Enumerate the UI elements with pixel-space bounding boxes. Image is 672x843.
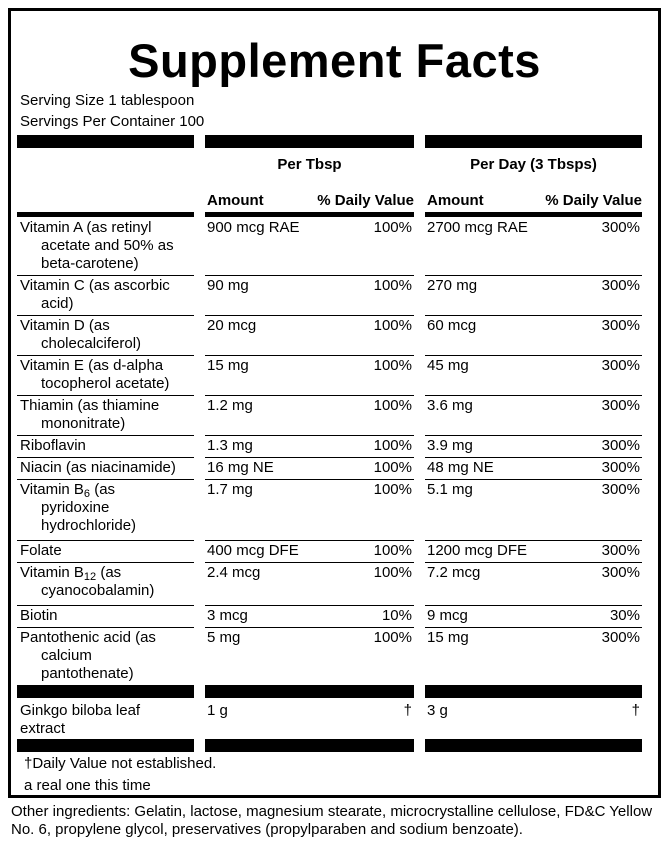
row-divider [17, 315, 194, 316]
dv-per-tbsp: 100% [373, 629, 412, 646]
amount-per-tbsp: 400 mcg DFE [207, 542, 299, 559]
row-divider [17, 457, 194, 458]
header-divider [425, 212, 642, 217]
thick-divider [17, 739, 194, 752]
amount-per-tbsp: 90 mg [207, 277, 249, 294]
amount-per-tbsp: 20 mcg [207, 317, 257, 334]
amount-per-day: 45 mg [427, 357, 469, 374]
thick-divider [17, 135, 194, 148]
row-divider [425, 355, 642, 356]
amount-per-day: 270 mg [427, 277, 478, 294]
nutrient-name [20, 481, 195, 535]
dv-per-day: 300% [601, 459, 640, 476]
serving-size: Serving Size 1 tablespoon [20, 92, 195, 109]
nutrient-name [20, 437, 195, 455]
dv-per-day: 300% [601, 542, 640, 559]
dv-per-tbsp: 100% [373, 437, 412, 454]
row-divider [205, 627, 414, 628]
dv-per-tbsp: 100% [373, 564, 412, 581]
nutrient-name-line: mononitrate) [41, 415, 126, 432]
per-tbsp-header: Per Tbsp [277, 156, 342, 173]
row-divider [17, 627, 194, 628]
amount-per-day: 5.1 mg [427, 481, 473, 498]
amount-per-tbsp: 3 mcg [207, 607, 248, 624]
per-day-header: Per Day (3 Tbsps) [470, 156, 597, 173]
nutrient-name-line: Vitamin $B_{12}$ (as [20, 564, 122, 583]
nutrient-name-line: Vitamin D (as [20, 317, 110, 334]
nutrient-name-line: Vitamin C (as ascorbic [20, 277, 170, 294]
row-divider [17, 395, 194, 396]
dv-per-day: 300% [601, 317, 640, 334]
row-divider [17, 275, 194, 276]
thick-divider [205, 739, 414, 752]
row-divider [425, 479, 642, 480]
header-divider [205, 212, 414, 217]
thick-divider [425, 685, 642, 698]
nutrient-name-line: Thiamin (as thiamine [20, 397, 160, 414]
amount-per-day: 3.9 mg [427, 437, 473, 454]
row-divider [425, 457, 642, 458]
dv-per-tbsp: 100% [373, 357, 412, 374]
amount-per-day: 2700 mcg RAE [427, 219, 528, 236]
nutrient-name-line: Folate [20, 542, 62, 559]
row-divider [425, 315, 642, 316]
nutrient-name-line: Vitamin $B_6$ (as [20, 481, 116, 500]
dv-per-tbsp: 100% [373, 542, 412, 559]
nutrient-name-line: acid) [41, 295, 74, 312]
row-divider [17, 605, 194, 606]
nutrient-name-line: Pantothenic acid (as [20, 629, 156, 646]
thick-divider [425, 135, 642, 148]
nutrient-name-line: cholecalciferol) [41, 335, 142, 352]
nutrient-name [20, 317, 195, 353]
row-divider [205, 395, 414, 396]
nutrient-subscript: 12 [83, 571, 97, 583]
thick-divider [17, 685, 194, 698]
dv-per-tbsp: 100% [373, 277, 412, 294]
dv-per-day: 300% [601, 437, 640, 454]
nutrient-name-line: pyridoxine [41, 499, 110, 516]
nutrient-name [20, 542, 195, 560]
amount-per-day: 60 mcg [427, 317, 477, 334]
ingredient-name-line: extract [20, 720, 66, 737]
thick-divider [205, 135, 414, 148]
amount-per-day: 1200 mcg DFE [427, 542, 528, 559]
dv-per-tbsp: 100% [373, 317, 412, 334]
other-ingredients-text: Other ingredients: Gelatin, lactose, magnesium stearate, microcrystalline cellulose, FD&C Yellow No. 6, propylene glycol, preservatives (propylparaben and sodium benzoate). [11, 803, 653, 838]
row-divider [205, 605, 414, 606]
amount-per-tbsp: 1 g [207, 702, 228, 719]
row-divider [205, 540, 414, 541]
row-divider [425, 562, 642, 563]
ingredient-name-line: Ginkgo biloba leaf [20, 702, 141, 719]
nutrient-name [20, 277, 195, 313]
dv-per-day: 300% [601, 629, 640, 646]
daily-value-header: % Daily Value [545, 192, 642, 209]
row-divider [205, 457, 414, 458]
panel-title: Supplement Facts [128, 34, 541, 87]
dv-per-tbsp: 100% [373, 481, 412, 498]
nutrient-name [20, 397, 195, 433]
nutrient-name [20, 629, 195, 683]
row-divider [205, 355, 414, 356]
amount-per-day: 3.6 mg [427, 397, 473, 414]
amount-header: Amount [427, 192, 484, 209]
header-divider [17, 212, 194, 217]
row-divider [425, 627, 642, 628]
nutrient-name [20, 564, 195, 600]
amount-per-tbsp: 15 mg [207, 357, 249, 374]
nutrient-name-line: beta-carotene) [41, 255, 139, 272]
amount-header: Amount [207, 192, 264, 209]
row-divider [205, 275, 414, 276]
dv-per-day: † [631, 702, 640, 719]
dv-per-day: 300% [601, 219, 640, 236]
amount-per-day: 48 mg NE [427, 459, 494, 476]
amount-per-tbsp: 1.2 mg [207, 397, 253, 414]
nutrient-name-line: Vitamin A (as retinyl [20, 219, 152, 236]
amount-per-tbsp: 1.3 mg [207, 437, 253, 454]
nutrient-name-line: hydrochloride) [41, 517, 137, 534]
nutrient-name [20, 219, 195, 273]
nutrient-name-line: tocopherol acetate) [41, 375, 170, 392]
dv-per-tbsp: 100% [373, 459, 412, 476]
dv-per-tbsp: 100% [373, 397, 412, 414]
row-divider [17, 355, 194, 356]
row-divider [17, 479, 194, 480]
ingredient-name [20, 702, 195, 738]
amount-per-tbsp: 5 mg [207, 629, 241, 646]
nutrient-name [20, 607, 195, 625]
dv-per-tbsp: 100% [373, 219, 412, 236]
row-divider [205, 562, 414, 563]
nutrient-name-line: acetate and 50% as [41, 237, 174, 254]
row-divider [17, 562, 194, 563]
row-divider [205, 435, 414, 436]
nutrient-subscript: 6 [83, 488, 91, 500]
dv-per-day: 300% [601, 277, 640, 294]
amount-per-day: 7.2 mcg [427, 564, 481, 581]
servings-per-container: Servings Per Container 100 [20, 113, 205, 130]
footnote-secondary: a real one this time [24, 777, 151, 794]
dv-per-day: 300% [601, 357, 640, 374]
dv-per-day: 300% [601, 564, 640, 581]
dv-per-day: 300% [601, 397, 640, 414]
nutrient-name [20, 357, 195, 393]
row-divider [17, 540, 194, 541]
row-divider [425, 395, 642, 396]
row-divider [205, 479, 414, 480]
nutrient-name-line: Niacin (as niacinamide) [20, 459, 176, 476]
nutrient-name [20, 459, 195, 477]
amount-per-tbsp: 1.7 mg [207, 481, 253, 498]
nutrient-name-line: calcium [41, 647, 92, 664]
nutrient-name-line: cyanocobalamin) [41, 582, 155, 599]
amount-per-day: 15 mg [427, 629, 469, 646]
footnote-dagger: †Daily Value not established. [24, 755, 217, 772]
amount-per-day: 3 g [427, 702, 448, 719]
dv-per-day: 30% [609, 607, 640, 624]
dv-per-tbsp: † [403, 702, 412, 719]
daily-value-header: % Daily Value [317, 192, 414, 209]
amount-per-day: 9 mcg [427, 607, 468, 624]
amount-per-tbsp: 900 mcg RAE [207, 219, 300, 236]
thick-divider [425, 739, 642, 752]
row-divider [425, 605, 642, 606]
amount-per-tbsp: 2.4 mcg [207, 564, 261, 581]
dv-per-day: 300% [601, 481, 640, 498]
nutrient-name-line: Vitamin E (as d-alpha [20, 357, 164, 374]
nutrient-name-line: pantothenate) [41, 665, 134, 682]
row-divider [425, 435, 642, 436]
nutrient-name-line: Riboflavin [20, 437, 86, 454]
thick-divider [205, 685, 414, 698]
row-divider [425, 275, 642, 276]
supplement-facts-panel [8, 8, 661, 798]
row-divider [425, 540, 642, 541]
row-divider [17, 435, 194, 436]
dv-per-tbsp: 10% [381, 607, 412, 624]
nutrient-name-line: Biotin [20, 607, 58, 624]
row-divider [205, 315, 414, 316]
amount-per-tbsp: 16 mg NE [207, 459, 274, 476]
